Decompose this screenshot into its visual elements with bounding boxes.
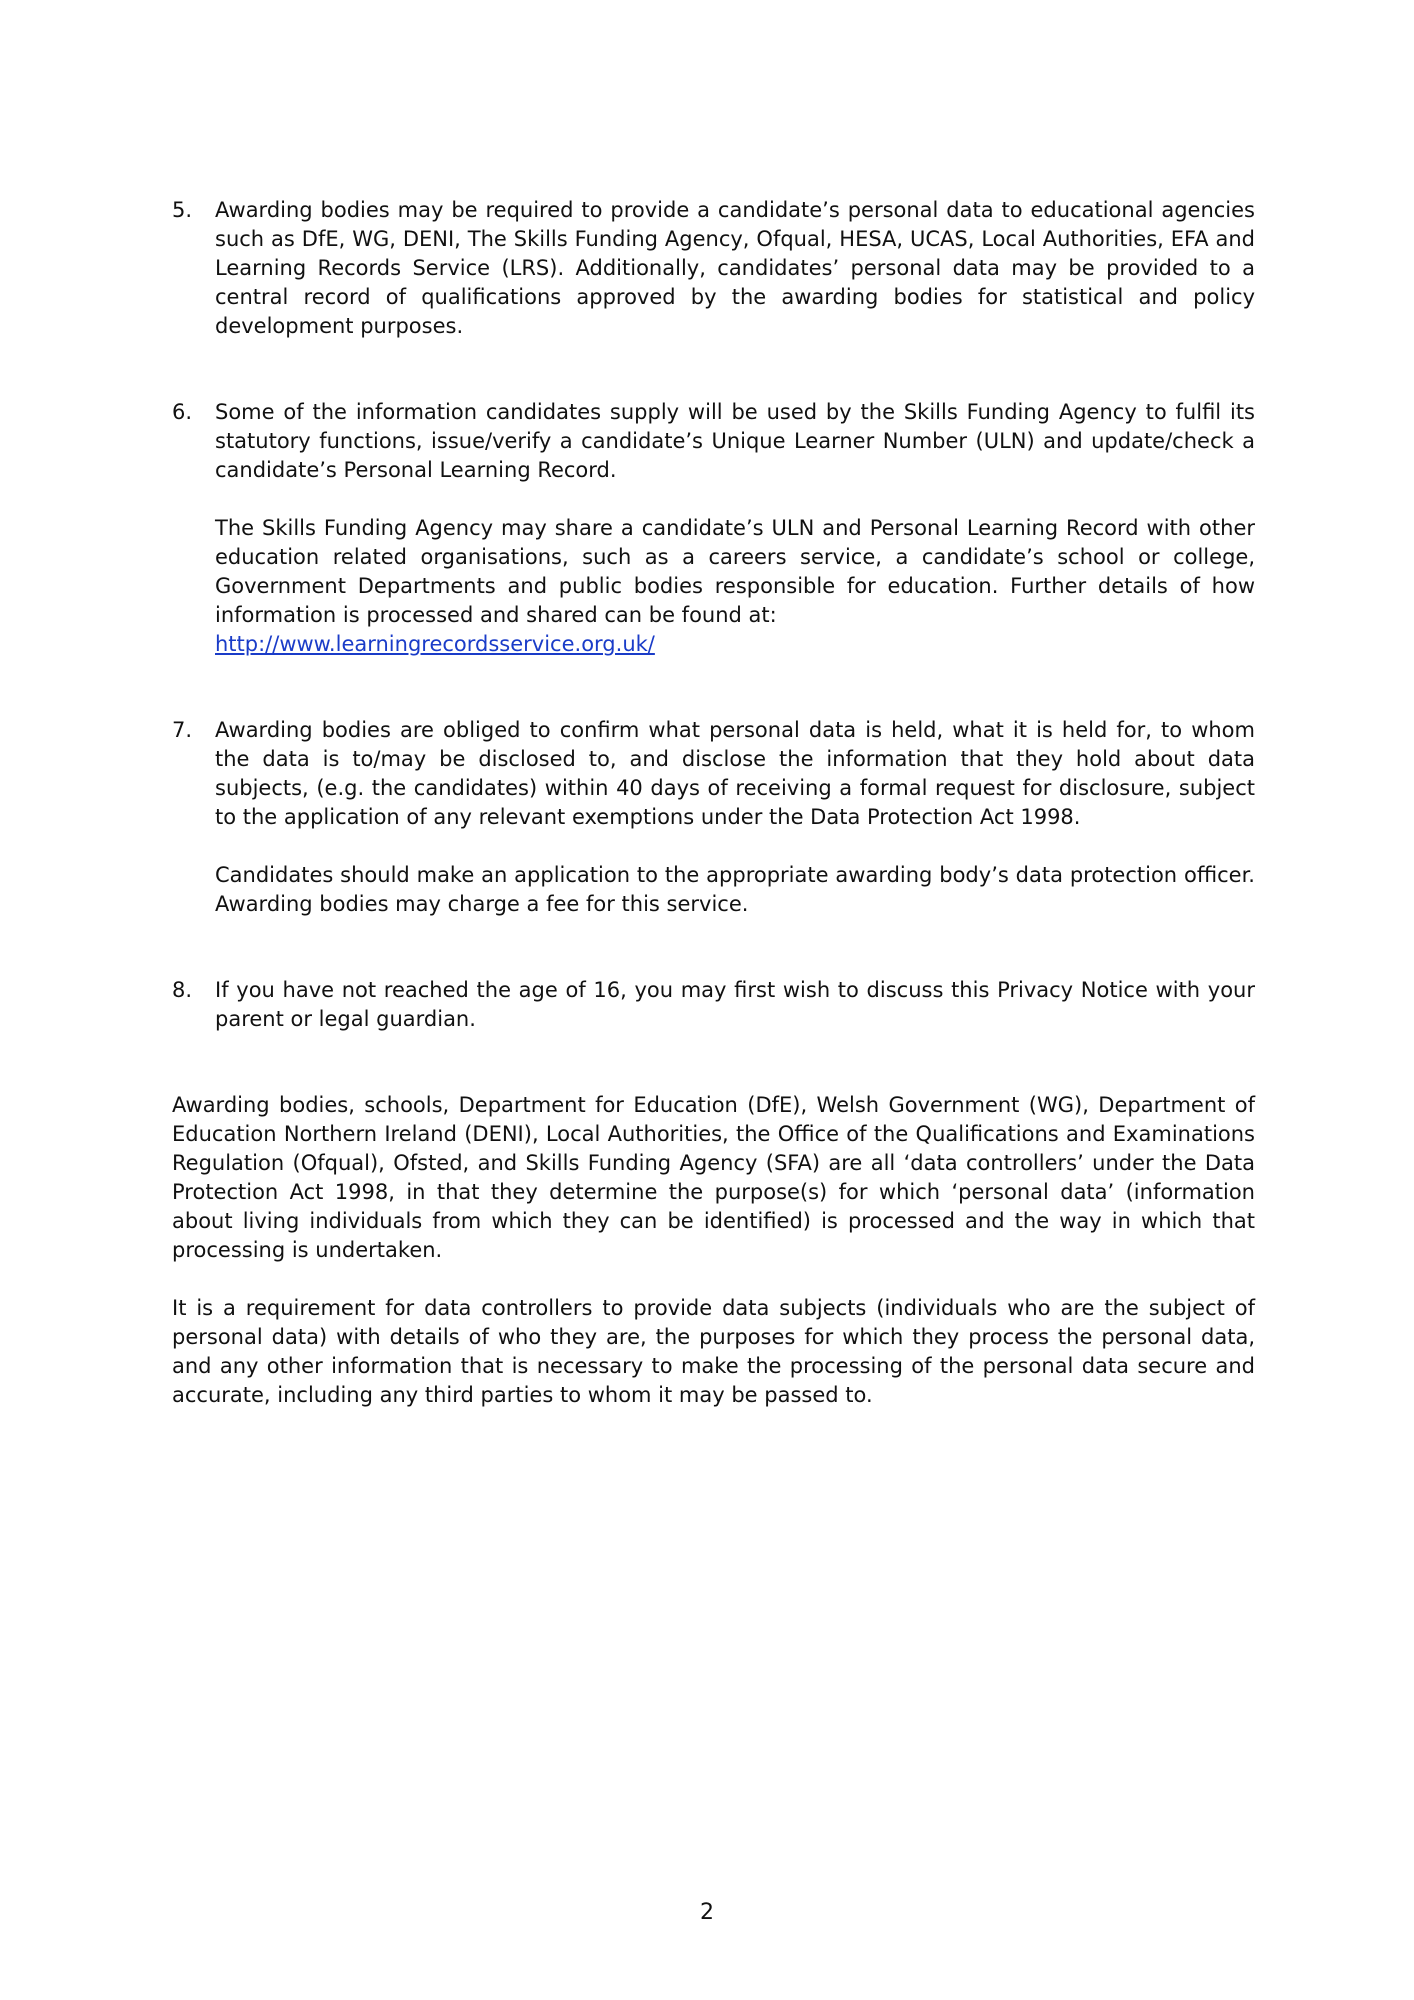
- list-item-5: [172, 196, 1255, 341]
- list-number: 5.: [172, 198, 193, 222]
- list-item-text: Candidates should make an application to the appropriate awarding body’s data protection officer. Awarding bodies may charge a fee for this service.: [215, 863, 1255, 916]
- list-item-text: Awarding bodies may be required to provide a candidate’s personal data to educational agencies such as DfE, WG, DENI, The Skills Funding Agency, Ofqual, HESA, UCAS, Local Authorities, EFA and Learning Records Service (LRS). Additionally, candidates’ personal data may be provided to a central record of qualifications approved by the awarding bodies for statistical and policy development purposes.: [215, 198, 1255, 338]
- list-item-text: [215, 514, 1255, 659]
- body-paragraph-requirement: It is a requirement for data controllers to provide data subjects (individuals who are the subject of personal data) with details of who they are, the purposes for which they process the personal data, and any other information that is necessary to make the processing of the personal data secure and accurate, including any third parties to whom it may be passed to.: [172, 1296, 1255, 1407]
- list-number: 8.: [172, 978, 193, 1002]
- list-item-text: Awarding bodies are obliged to confirm what personal data is held, what it is held for, to whom the data is to/may be disclosed to, and disclose the information that they hold about data subjects, (e.g. the candidates) within 40 days of receiving a formal request for disclosure, subject to the application of any relevant exemptions under the Data Protection Act 1998.: [215, 718, 1255, 829]
- list-item-text: Some of the information candidates supply will be used by the Skills Funding Agency to fulfil its statutory functions, issue/verify a candidate’s Unique Learner Number (ULN) and update/check a candidate’s Personal Learning Record.: [215, 400, 1255, 482]
- list-item-6: [172, 398, 1255, 659]
- page-content: [172, 196, 1255, 1439]
- list-number: 6.: [172, 400, 193, 424]
- list-item-text-span: The Skills Funding Agency may share a candidate’s ULN and Personal Learning Record with other education related organisations, such as a careers service, a candidate’s school or college, Government Departments and public bodies responsible for education. Further details of how information is processed and shared can be found at:: [215, 516, 1255, 627]
- list-number: 7.: [172, 718, 193, 742]
- list-item-text: If you have not reached the age of 16, you may first wish to discuss this Privacy Notice with your parent or legal guardian.: [215, 978, 1255, 1031]
- page-number: 2: [700, 1900, 714, 1925]
- list-item-8: [172, 976, 1255, 1034]
- learning-records-service-link[interactable]: http://www.learningrecordsservice.org.uk/: [215, 632, 655, 656]
- body-paragraph-data-controllers: Awarding bodies, schools, Department for Education (DfE), Welsh Government (WG), Department of Education Northern Ireland (DENI), Local Authorities, the Office of the Qualifications and Examinations Regulation (Ofqual), Ofsted, and Skills Funding Agency (SFA) are all ‘data controllers’ under the Data Protection Act 1998, in that they determine the purpose(s) for which ‘personal data’ (information about living individuals from which they can be identified) is processed and the way in which that processing is undertaken.: [172, 1093, 1255, 1262]
- list-item-7: [172, 716, 1255, 919]
